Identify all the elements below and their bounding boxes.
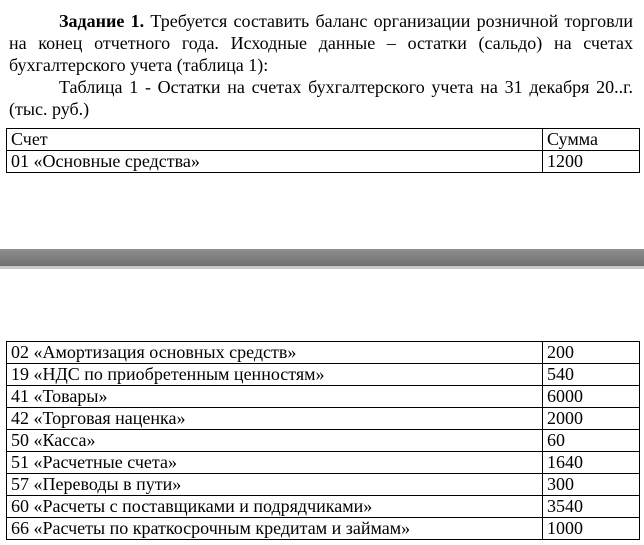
account-cell: 50 «Касса» [7, 430, 543, 452]
page-break-separator [0, 249, 644, 266]
table-row [7, 364, 640, 386]
table-row [7, 474, 640, 496]
amount-cell: 1000 [543, 518, 640, 540]
amount-cell: 6000 [543, 386, 640, 408]
task-paragraph [9, 10, 633, 76]
amount-cell: 200 [543, 342, 640, 364]
balances-table-page1 [6, 128, 640, 173]
amount-cell: 60 [543, 430, 640, 452]
page-break-shadow [0, 266, 644, 269]
amount-cell: 300 [543, 474, 640, 496]
account-cell: 57 «Переводы в пути» [7, 474, 543, 496]
account-cell: 19 «НДС по приобретенным ценностям» [7, 364, 543, 386]
amount-cell: 1640 [543, 452, 640, 474]
table-caption: Таблица 1 - Остатки на счетах бухгалтерского учета на 31 декабря 20..г.(тыс. руб.) [9, 77, 633, 119]
balances-table-page2 [6, 341, 640, 540]
account-cell: 02 «Амортизация основных средств» [7, 342, 543, 364]
table-row [7, 430, 640, 452]
task-label: Задание 1. [59, 11, 145, 31]
account-cell: 51 «Расчетные счета» [7, 452, 543, 474]
account-cell: 66 «Расчеты по краткосрочным кредитам и займам» [7, 518, 543, 540]
amount-cell: 3540 [543, 496, 640, 518]
amount-cell: 1200 [543, 151, 640, 173]
account-cell: 42 «Торговая наценка» [7, 408, 543, 430]
table-row [7, 518, 640, 540]
account-cell: 41 «Товары» [7, 386, 543, 408]
account-cell: 60 «Расчеты с поставщиками и подрядчиками» [7, 496, 543, 518]
table-row [7, 496, 640, 518]
table-row [7, 386, 640, 408]
amount-cell: 2000 [543, 408, 640, 430]
table-header-row [7, 129, 640, 151]
table-row [7, 452, 640, 474]
table-row [7, 342, 640, 364]
table-row [7, 151, 640, 173]
amount-cell: 540 [543, 364, 640, 386]
table-row [7, 408, 640, 430]
account-cell: 01 «Основные средства» [7, 151, 543, 173]
task-text: Требуется составить баланс организации розничной торговли на конец отчетного года. Исходные данные – остатки (сальдо) на счетах бухгалтерского учета (таблица 1): [9, 11, 633, 75]
header-amount: Сумма [543, 129, 640, 151]
header-account: Счет [7, 129, 543, 151]
